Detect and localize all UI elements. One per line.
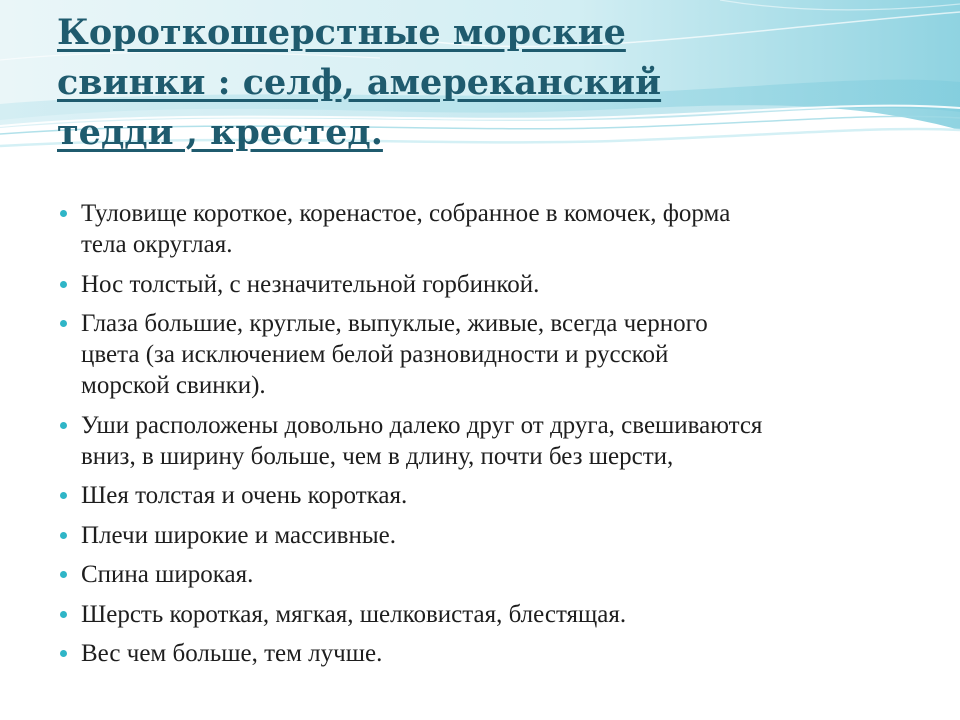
bullet-line: Шея толстая и очень короткая.: [81, 482, 408, 509]
bullet-line: Уши расположены довольно далеко друг от друга, свешиваются: [81, 411, 763, 439]
bullet-line: Туловище короткое, коренастое, собранное в комочек, форма: [81, 200, 731, 227]
bullet-item: [60, 599, 920, 630]
bullet-dot-icon: [60, 210, 67, 217]
bullet-text: [81, 308, 708, 401]
bullet-item: [60, 410, 920, 472]
bullet-item: [60, 638, 920, 669]
bullet-item: [60, 269, 920, 300]
bullet-text: [81, 480, 407, 511]
bullet-dot-icon: [60, 611, 67, 618]
bullet-line: Спина широкая.: [81, 561, 254, 588]
bullet-dot-icon: [60, 320, 67, 327]
bullet-item: [60, 559, 920, 590]
bullet-dot-icon: [60, 492, 67, 499]
bullet-line: Нос толстый, с незначительной горбинкой.: [81, 270, 540, 298]
bullet-item: [60, 308, 920, 401]
bullet-text: [81, 520, 396, 551]
bullet-text: [81, 559, 253, 590]
bullet-item: [60, 480, 920, 511]
bullet-line: цвета (за исключением белой разновидности и русской: [81, 341, 669, 368]
bullet-dot-icon: [60, 281, 67, 288]
bullet-line: вниз, в ширину больше, чем в длину, почти без шерсти,: [81, 442, 674, 470]
bullet-text: [81, 198, 730, 260]
bullet-list: [60, 198, 920, 678]
bullet-line: Вес чем больше, тем лучше.: [81, 640, 383, 667]
bullet-line: Шерсть короткая, мягкая, шелковистая, блестящая.: [81, 600, 627, 628]
bullet-dot-icon: [60, 650, 67, 657]
slide-title: [57, 8, 757, 158]
bullet-dot-icon: [60, 422, 67, 429]
title-line: Короткошерстные морские: [57, 12, 626, 53]
title-line: свинки : селф, амереканский: [57, 62, 662, 103]
bullet-text: [81, 599, 626, 630]
bullet-text: [81, 638, 382, 669]
bullet-line: морской свинки).: [81, 372, 266, 399]
bullet-line: Плечи широкие и массивные.: [81, 521, 396, 549]
bullet-line: Глаза большие, круглые, выпуклые, живые, всегда черного: [81, 310, 708, 337]
bullet-dot-icon: [60, 532, 67, 539]
bullet-item: [60, 198, 920, 260]
bullet-line: тела округлая.: [81, 231, 233, 258]
bullet-dot-icon: [60, 571, 67, 578]
bullet-text: [81, 269, 539, 300]
title-line: тедди , крестед.: [57, 112, 383, 153]
bullet-item: [60, 520, 920, 551]
bullet-text: [81, 410, 762, 472]
